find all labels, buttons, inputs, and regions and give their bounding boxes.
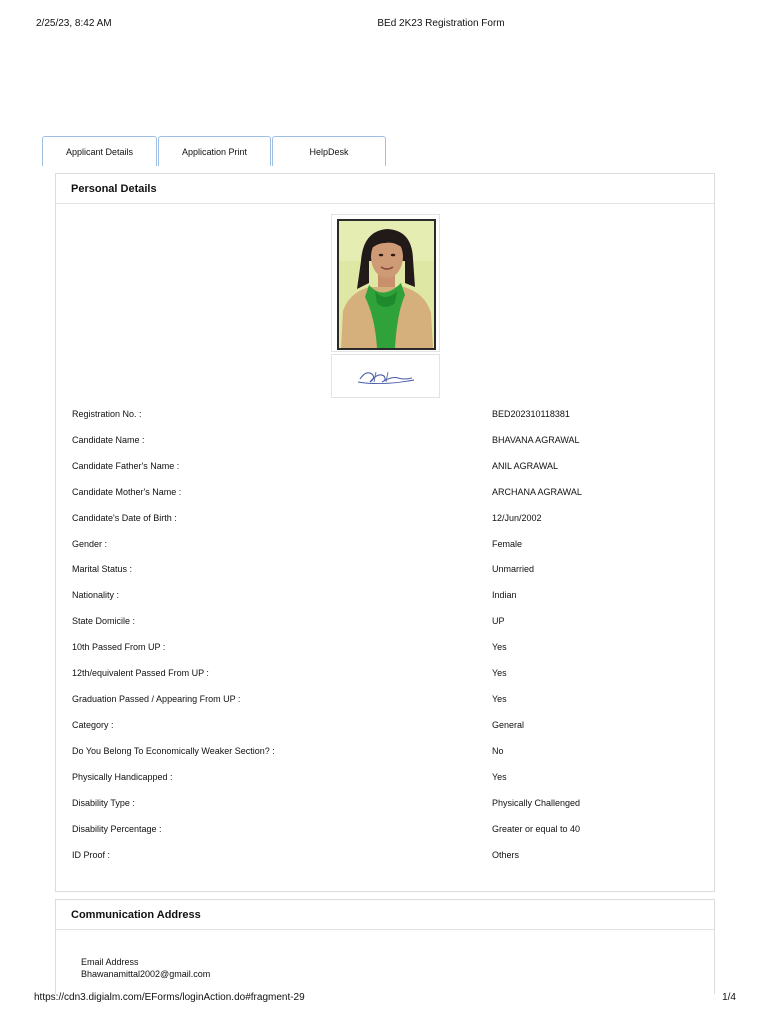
field-nationality — [72, 590, 702, 604]
field-candidate-name — [72, 435, 702, 449]
field-state-domicile — [72, 616, 702, 630]
field-label: Candidate's Date of Birth : — [72, 513, 177, 523]
field-label: Disability Type : — [72, 798, 135, 808]
field-graduation-up — [72, 694, 702, 708]
print-doc-title: BEd 2K23 Registration Form — [377, 18, 505, 29]
field-label: Disability Percentage : — [72, 824, 162, 834]
field-father-name — [72, 461, 702, 475]
field-label: State Domicile : — [72, 616, 136, 626]
print-footer — [0, 992, 768, 1006]
communication-address-panel — [55, 899, 715, 994]
field-physically-handicapped — [72, 772, 702, 786]
field-value: BHAVANA AGRAWAL — [492, 435, 580, 445]
field-value: Female — [492, 539, 523, 549]
tab-applicant-details[interactable]: Applicant Details — [42, 136, 157, 166]
field-value: General — [492, 720, 525, 730]
field-value: ARCHANA AGRAWAL — [492, 487, 582, 497]
field-value: Unmarried — [492, 564, 535, 574]
field-marital-status — [72, 564, 702, 578]
field-label: 12th/equivalent Passed From UP : — [72, 668, 209, 678]
tab-helpdesk[interactable]: HelpDesk — [272, 136, 386, 166]
personal-details-title: Personal Details — [56, 174, 714, 204]
field-value: Yes — [492, 694, 507, 704]
tab-application-print[interactable]: Application Print — [158, 136, 271, 166]
field-label: Candidate Name : — [72, 435, 145, 445]
field-12th-passed-up — [72, 668, 702, 682]
field-value: Yes — [492, 668, 507, 678]
candidate-photo-frame — [331, 214, 440, 352]
field-value: UP — [492, 616, 505, 626]
candidate-photo — [337, 219, 436, 350]
field-value: Yes — [492, 772, 507, 782]
email-address-label: Email Address — [81, 957, 139, 967]
field-10th-passed-up — [72, 642, 702, 656]
field-gender — [72, 539, 702, 553]
field-label: Registration No. : — [72, 409, 142, 419]
communication-address-title: Communication Address — [56, 900, 714, 930]
field-label: Category : — [72, 720, 114, 730]
field-label: Marital Status : — [72, 564, 133, 574]
field-disability-type — [72, 798, 702, 812]
field-ews — [72, 746, 702, 760]
email-address-value: Bhawanamittal2002@gmail.com — [81, 969, 211, 979]
field-value: ANIL AGRAWAL — [492, 461, 559, 471]
field-date-of-birth — [72, 513, 702, 527]
candidate-signature — [331, 354, 440, 398]
page-number: 1/4 — [722, 992, 736, 1003]
field-label: Physically Handicapped : — [72, 772, 173, 782]
field-id-proof — [72, 850, 702, 864]
field-label: Nationality : — [72, 590, 120, 600]
field-label: Candidate Father's Name : — [72, 461, 180, 471]
field-label: ID Proof : — [72, 850, 111, 860]
field-value: No — [492, 746, 504, 756]
field-value: Physically Challenged — [492, 798, 581, 808]
field-mother-name — [72, 487, 702, 501]
field-value: Indian — [492, 590, 517, 600]
field-category — [72, 720, 702, 734]
tab-bar — [42, 136, 386, 166]
field-value: Yes — [492, 642, 507, 652]
print-url: https://cdn3.digialm.com/EForms/loginAction.do#fragment-29 — [34, 992, 305, 1003]
field-value: Greater or equal to 40 — [492, 824, 581, 834]
field-label: Gender : — [72, 539, 108, 549]
field-label: Candidate Mother's Name : — [72, 487, 182, 497]
field-value: Others — [492, 850, 520, 860]
field-label: Graduation Passed / Appearing From UP : — [72, 694, 241, 704]
field-label: Do You Belong To Economically Weaker Section? : — [72, 746, 275, 756]
print-datetime: 2/25/23, 8:42 AM — [36, 18, 112, 29]
field-value: 12/Jun/2002 — [492, 513, 542, 523]
field-value: BED202310118381 — [492, 409, 570, 419]
print-header — [0, 18, 768, 32]
field-disability-percentage — [72, 824, 702, 838]
field-label: 10th Passed From UP : — [72, 642, 166, 652]
personal-details-panel — [55, 173, 715, 892]
field-registration-no — [72, 409, 702, 423]
